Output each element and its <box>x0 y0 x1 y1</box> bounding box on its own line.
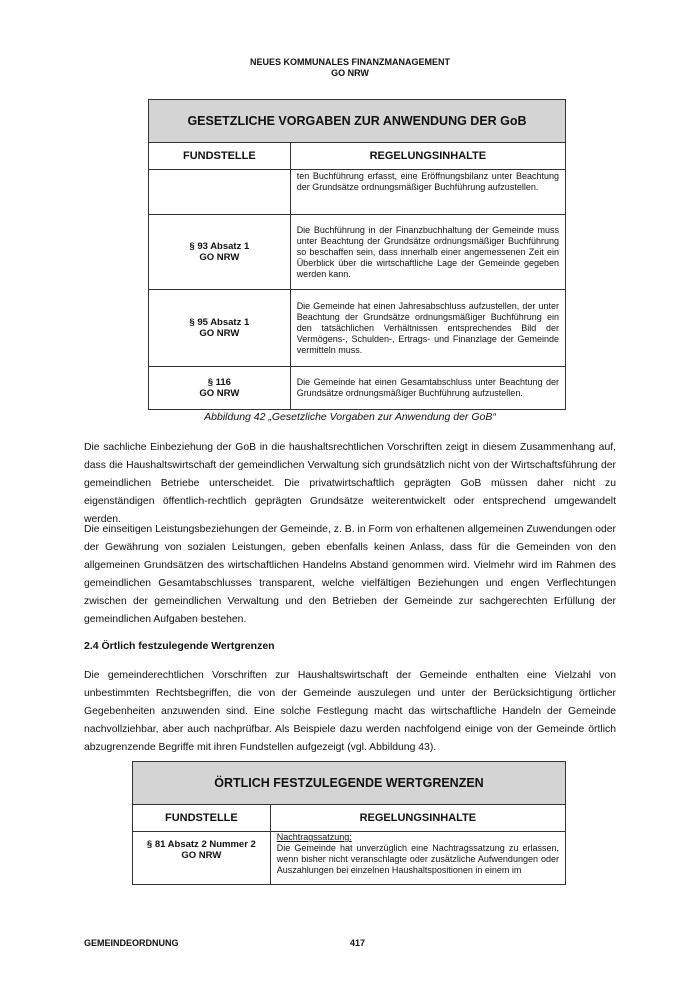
page-header <box>0 57 700 79</box>
fundstelle-cell <box>149 367 291 410</box>
section-heading: 2.4 Örtlich festzulegende Wertgrenzen <box>84 640 275 652</box>
fundstelle-law: GO NRW <box>199 328 240 339</box>
regelungsinhalt-cell: Die Gemeinde hat einen Jahresabschluss aufzustellen, der unter Beachtung der Grundsätze ordnungsmäßiger Buchführung ein den tatsächlichen Verhältnissen entsprechendes Bild der Vermögens-, Schulden-, Ertrags- und Finanzlage der Gemeinde vermitteln muss. <box>290 290 565 367</box>
regelung-text: Die Gemeinde hat unverzüglich eine Nachtragssatzung zu erlassen, wenn bisher nicht veranschlagte oder zusätzliche Aufwendungen oder Auszahlungen bei einzelnen Haushaltspositionen in einem im <box>276 843 559 875</box>
regelungsinhalt-cell: ten Buchführung erfasst, eine Eröffnungsbilanz unter Beachtung der Grundsätze ordnungsmäßiger Buchführung aufzustellen. <box>290 170 565 215</box>
table-wertgrenzen <box>132 761 566 885</box>
fundstelle-cell <box>149 170 291 215</box>
table-row <box>149 290 566 367</box>
table-row <box>133 832 566 885</box>
figure-caption: Abbildung 42 „Gesetzliche Vorgaben zur Anwendung der GoB“ <box>204 411 496 423</box>
regelung-label: Nachtragssatzung: <box>276 832 352 842</box>
header-title: NEUES KOMMUNALES FINANZMANAGEMENT <box>250 57 450 67</box>
footer-left: GEMEINDEORDNUNG <box>84 938 179 948</box>
fundstelle-law: GO NRW <box>199 388 240 399</box>
header-subtitle: GO NRW <box>331 68 369 78</box>
fundstelle-paragraph: § 95 Absatz 1 <box>189 317 250 328</box>
fundstelle-paragraph: § 116 <box>207 377 231 388</box>
fundstelle-cell <box>133 832 271 885</box>
table-title: GESETZLICHE VORGABEN ZUR ANWENDUNG DER GoB <box>149 100 566 143</box>
paragraph-3: Die gemeinderechtlichen Vorschriften zur Haushaltswirtschaft der Gemeinde enthalten eine Vielzahl von unbestimmten Rechtsbegriffen, die von der Gemeinde auszulegen und unter der Berücksichtigung örtlicher Gegebenheiten anzuwenden sind. Eine solche Festlegung macht das wirtschaftliche Handeln der Gemeinde nachvollziehbar, aber auch nachprüfbar. Als Beispiele dazu werden nachfolgend einige von der Gemeinde örtlich abzugrenzende Begriffe mit ihren Fundstellen aufgezeigt (vgl. Abbildung 43). <box>84 670 616 753</box>
table-title: ÖRTLICH FESTZULEGENDE WERTGRENZEN <box>133 762 566 805</box>
fundstelle-law: GO NRW <box>181 850 222 861</box>
fundstelle-paragraph: § 93 Absatz 1 <box>189 241 250 252</box>
column-header-regelungsinhalte: REGELUNGSINHALTE <box>270 805 565 832</box>
table-row <box>149 215 566 290</box>
table-row <box>149 170 566 215</box>
column-header-fundstelle: FUNDSTELLE <box>149 143 291 170</box>
column-header-regelungsinhalte: REGELUNGSINHALTE <box>290 143 565 170</box>
fundstelle-paragraph: § 81 Absatz 2 Nummer 2 <box>146 839 256 850</box>
paragraph-2: Die einseitigen Leistungsbeziehungen der Gemeinde, z. B. in Form von erhaltenen allgemeinen Zuwendungen oder der Gewährung von sozialen Leistungen, geben ebenfalls keinen Anlass, dass für die Gemeinden von den allgemeinen Grundsätzen des wirtschaftlichen Handelns Abstand genommen wird. Vielmehr wird im Rahmen des gemeindlichen Gesamtabschlusses transparent, welche vielfältigen Beziehungen und engen Verflechtungen zwischen der gemeindlichen Verwaltung und den Betrieben der Gemeinde zur sachgerechten Erfüllung der gemeindlichen Aufgaben bestehen. <box>84 524 616 625</box>
fundstelle-cell <box>149 290 291 367</box>
fundstelle-cell <box>149 215 291 290</box>
fundstelle-law: GO NRW <box>199 252 240 263</box>
regelungsinhalt-cell: Die Gemeinde hat einen Gesamtabschluss unter Beachtung der Grundsätze ordnungsmäßiger Buchführung aufzustellen. <box>290 367 565 410</box>
column-header-fundstelle: FUNDSTELLE <box>133 805 271 832</box>
page-number: 417 <box>350 938 366 948</box>
table-row <box>149 367 566 410</box>
regelungsinhalt-cell <box>270 832 565 885</box>
paragraph-1: Die sachliche Einbeziehung der GoB in die haushaltsrechtlichen Vorschriften zeigt in diesem Zusammenhang auf, dass die Haushaltswirtschaft der gemeindlichen Verwaltung sich grundsätzlich nicht von der Wirtschaftsführung der gemeindlichen Betriebe unterscheidet. Die privatwirtschaftlich geprägten GoB müssen daher nicht zu eigenständigen öffentlich-rechtlich geprägten Grundsätze weiterentwickelt oder entsprechend umgewandelt werden. <box>84 442 616 525</box>
regelungsinhalt-cell: Die Buchführung in der Finanzbuchhaltung der Gemeinde muss unter Beachtung der Grundsätze ordnungsmäßiger Buchführung so beschaffen sein, dass innerhalb einer angemessenen Zeit ein Überblick über die wirtschaftliche Lage der Gemeinde gegeben werden kann. <box>290 215 565 290</box>
table-gob <box>148 99 566 410</box>
